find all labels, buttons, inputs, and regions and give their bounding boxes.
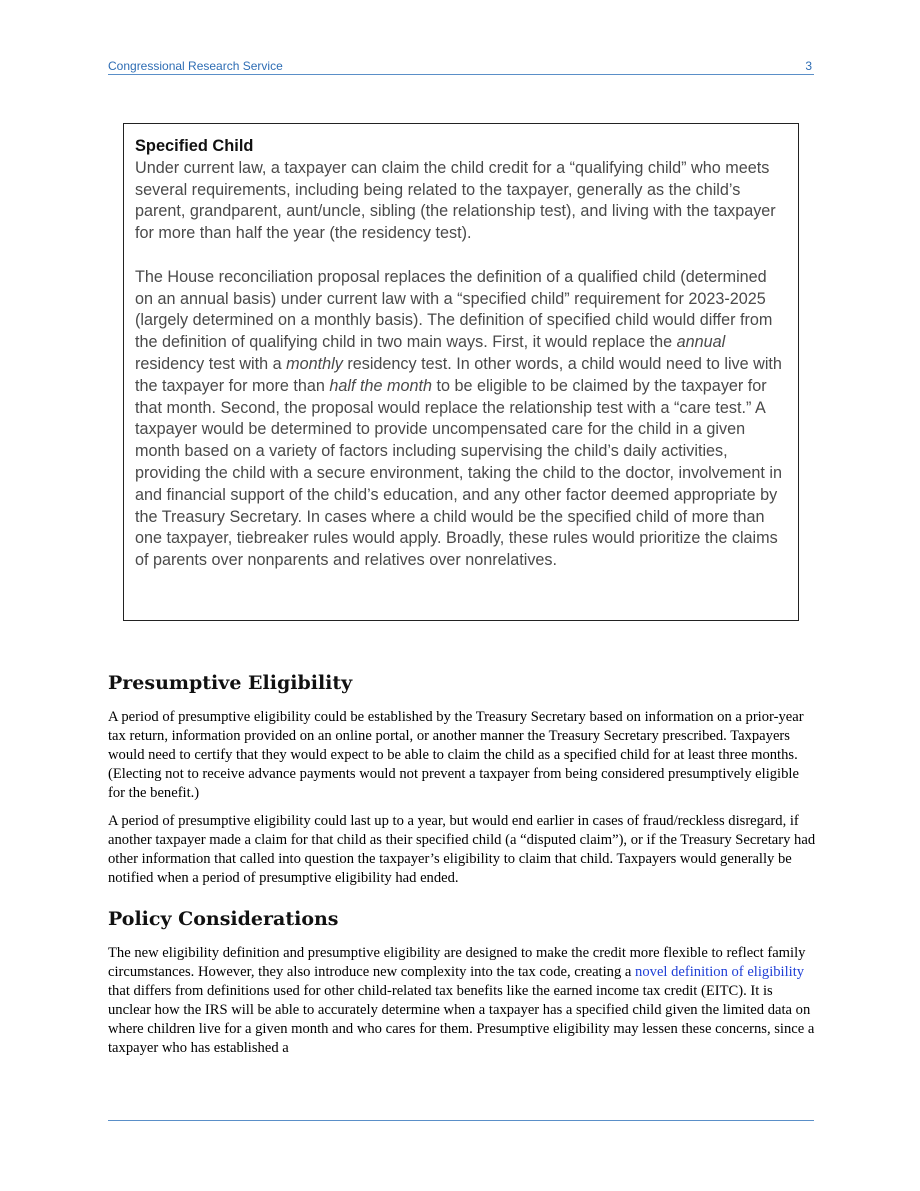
footer-rule xyxy=(108,1120,814,1121)
novel-definition-link[interactable]: novel definition of eligibility xyxy=(635,964,805,980)
textbox-p2-emphasis-annual: annual xyxy=(676,333,726,352)
presumptive-paragraph-1: A period of presumptive eligibility could be established by the Treasury Secretary based on information on a prior-year tax return, information provided on an online portal, or another manner the Treasury Secretary prescribed. Taxpayers would need to certify that they would expect to be able to claim the child as a specified child for at least three months. (Electing not to receive advance payments would not prevent a taxpayer from being considered presumptively eligible for the benefit.) xyxy=(108,709,804,801)
textbox-p2-part-b: residency test with a xyxy=(135,354,287,373)
textbox-paragraph-2 xyxy=(135,267,786,572)
textbox-p2-part-d: to be eligible to be claimed by the taxpayer for that month. Second, the proposal would replace the relationship test with a “care test.” A taxpayer would be determined to provide uncompensated care for the child in a given month based on a variety of factors including supervising the child’s daily activities, providing the child with a secure environment, taking the child to the doctor, involvement in and financial support of the child’s education, and any other factor deemed appropriate by the Treasury Secretary. In cases where a child would be the specified child of more than one taxpayer, tiebreaker rules would apply. Broadly, these rules would prioritize the claims of parents over nonparents and relatives over nonrelatives. xyxy=(135,376,782,570)
policy-p1-part-b: that differs from definitions used for other child-related tax benefits like the earned income tax credit (EITC). It is unclear how the IRS will be able to accurately determine when a taxpayer has a specified child given the limited data on where children live for a given month and who cares for them. Presumptive eligibility may lessen these concerns, since a taxpayer who has established a xyxy=(108,983,815,1056)
policy-considerations-heading: Policy Considerations xyxy=(108,908,339,930)
textbox-p2-part-c: residency test. In other words, a child would need to live with the taxpayer for more than xyxy=(135,354,782,395)
policy-paragraph-1 xyxy=(108,944,816,1058)
presumptive-eligibility-heading: Presumptive Eligibility xyxy=(108,672,353,694)
textbox-p2-part-a: The House reconciliation proposal replaces the definition of a qualified child (determined on an annual basis) under current law with a “specified child” requirement for 2023-2025 (largely determined on a monthly basis). The definition of specified child would differ from the definition of qualifying child in two main ways. First, it would replace the xyxy=(135,267,773,352)
presumptive-paragraph-2: A period of presumptive eligibility could last up to a year, but would end earlier in cases of fraud/reckless disregard, if another taxpayer made a claim for that child as their specified child (a “disputed claim”), or if the Treasury Secretary had other information that called into question the taxpayer’s eligibility to claim that child. Taxpayers would generally be notified when a period of presumptive eligibility had ended. xyxy=(108,813,816,886)
policy-p1-part-a: The new eligibility definition and presumptive eligibility are designed to make the credit more flexible to reflect family circumstances. However, they also introduce new complexity into the tax code, creating a xyxy=(108,945,806,980)
textbox-p2-emphasis-monthly: monthly xyxy=(286,354,343,373)
page-number: 3 xyxy=(805,59,812,73)
header-org-name: Congressional Research Service xyxy=(108,59,283,73)
page-header xyxy=(108,58,814,75)
specified-child-textbox xyxy=(123,123,799,621)
textbox-paragraph-1: Under current law, a taxpayer can claim the child credit for a “qualifying child” who meets several requirements, including being related to the taxpayer, generally as the child’s parent, grandparent, aunt/uncle, sibling (the relationship test), and living with the taxpayer for more than half the year (the residency test). xyxy=(135,158,776,243)
textbox-p2-emphasis-half-month: half the month xyxy=(329,376,432,395)
textbox-title: Specified Child xyxy=(135,137,254,155)
